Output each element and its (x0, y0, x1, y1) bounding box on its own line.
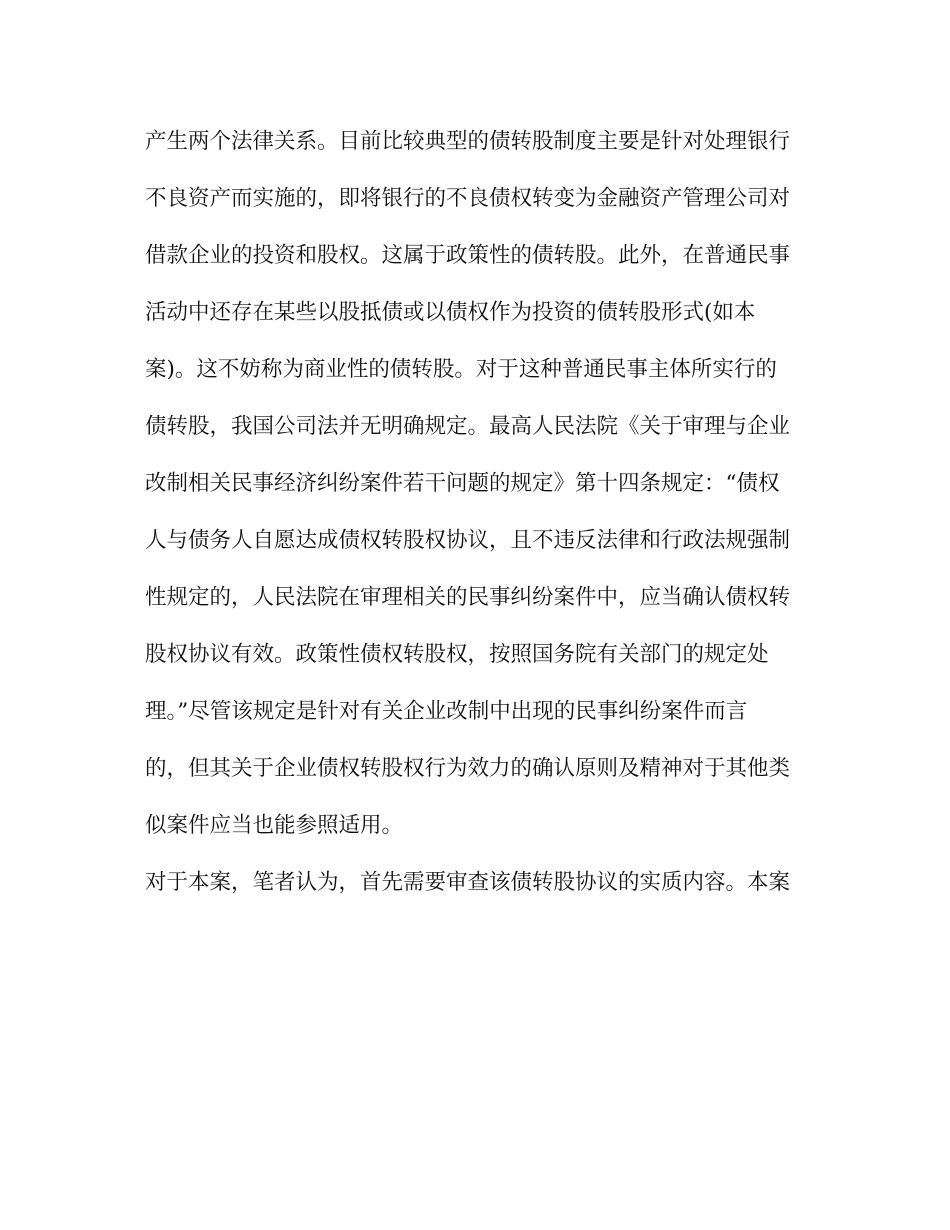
text-line: 产生两个法律关系。目前比较典型的债转股制度主要是针对处理银行 (145, 129, 791, 154)
text-line: 案)。这不妨称为商业性的债转股。对于这种普通民事主体所实行的 (145, 357, 777, 382)
text-line: 借款企业的投资和股权。这属于政策性的债转股。此外，在普通民事 (145, 243, 791, 268)
text-line: 似案件应当也能参照适用。 (145, 813, 404, 838)
text-line: 债转股，我国公司法并无明确规定。最高人民法院《关于审理与企业 (145, 414, 791, 439)
body-text (145, 122, 825, 920)
text-line: 改制相关民事经济纠纷案件若干问题的规定》第十四条规定：“债权 (145, 471, 780, 496)
text-line: 对于本案，笔者认为，首先需要审查该债转股协议的实质内容。本案 (145, 870, 791, 895)
text-line: 人与债务人自愿达成债权转股权协议，且不违反法律和行政法规强制 (145, 528, 791, 553)
text-line: 性规定的，人民法院在审理相关的民事纠纷案件中，应当确认债权转 (145, 585, 791, 610)
text-line: 的，但其关于企业债权转股权行为效力的确认原则及精神对于其他类 (145, 756, 791, 781)
text-line: 股权协议有效。政策性债权转股权，按照国务院有关部门的规定处 (145, 642, 769, 667)
text-line: 理。”尽管该规定是针对有关企业改制中出现的民事纠纷案件而言 (145, 699, 748, 724)
text-line: 不良资产而实施的，即将银行的不良债权转变为金融资产管理公司对 (145, 186, 791, 211)
text-line: 活动中还存在某些以股抵债或以债权作为投资的债转股形式(如本 (145, 300, 756, 325)
